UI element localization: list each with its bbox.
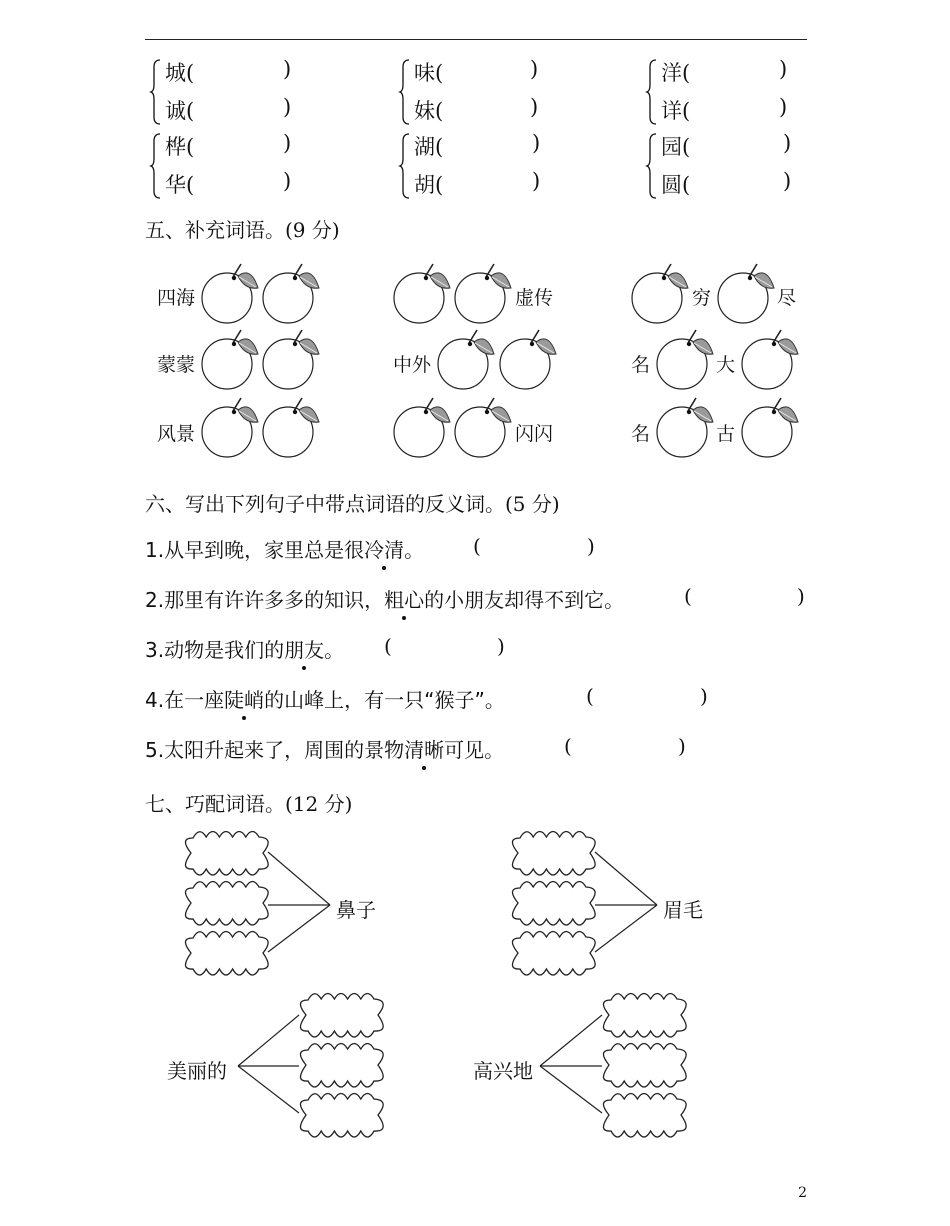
label-r2c1: 名 <box>631 354 651 376</box>
label-r3c1: 名 <box>631 423 651 445</box>
answer-cloud-nose-1[interactable] <box>185 832 268 876</box>
label-r3a: 风景 <box>157 423 196 445</box>
answer-cloud-brow-2[interactable] <box>512 882 595 926</box>
section5-score: (9 分) <box>285 218 340 242</box>
pair-row-a[interactable]: 桦( ) <box>165 131 292 159</box>
dotted-word-5: 清晰 <box>404 734 444 763</box>
pair-row-b[interactable]: 圆( ) <box>661 169 792 197</box>
connector-nose-1 <box>268 852 330 905</box>
pair-row-b[interactable]: 华( ) <box>165 169 292 197</box>
sentence-3: 3.动物是我们的朋友。 <box>145 634 344 663</box>
answer-cloud-brow-1[interactable] <box>512 832 595 876</box>
answer-blank-3[interactable]: ( <box>384 634 392 658</box>
pair-row-a[interactable]: 湖( ) <box>414 131 541 159</box>
label-r1b: 虚传 <box>515 287 554 309</box>
pair-row-a[interactable]: 园( ) <box>661 131 792 159</box>
pair-row-a[interactable]: 味( ) <box>414 57 539 85</box>
dotted-word-1: 冷清 <box>364 534 404 563</box>
section7-title: 七、巧配词语。 <box>145 792 285 816</box>
connector-beautiful-1 <box>238 1015 299 1066</box>
section7-score: (12 分) <box>285 792 353 816</box>
pair-row-b[interactable]: 妹( ) <box>414 95 539 123</box>
word-nose: 鼻子 <box>336 898 376 922</box>
pair-row-b[interactable]: 详( ) <box>661 95 788 123</box>
word-brow: 眉毛 <box>663 898 703 922</box>
sentence-2: 2.那里有许许多多的知识，粗心的小朋友却得不到它。 <box>145 584 624 613</box>
answer-blank-1[interactable]: ( <box>473 534 481 558</box>
answer-blank-2[interactable]: ( <box>684 584 692 608</box>
connector-nose-3 <box>268 905 330 952</box>
label-r2a: 蒙蒙 <box>157 354 196 376</box>
section6-score: (5 分) <box>505 492 560 516</box>
page-number: 2 <box>798 1185 807 1201</box>
answer-cloud-happy-1[interactable] <box>603 994 686 1038</box>
connector-brow-1 <box>595 852 657 905</box>
answer-cloud-beautiful-2[interactable] <box>300 1044 383 1088</box>
sentence-4: 4.在一座陡峭的山峰上，有一只“猴子”。 <box>145 684 505 713</box>
connector-happy-3 <box>540 1066 602 1113</box>
answer-cloud-happy-3[interactable] <box>603 1094 686 1138</box>
label-r1a: 四海 <box>157 287 196 309</box>
pair-row-a[interactable]: 洋( ) <box>661 57 788 85</box>
answer-cloud-beautiful-1[interactable] <box>300 994 383 1038</box>
pair-row-a[interactable]: 城( ) <box>165 57 292 85</box>
connector-beautiful-3 <box>238 1066 299 1113</box>
connector-brow-3 <box>595 905 657 952</box>
label-r3b: 闪闪 <box>515 423 554 445</box>
sentence-5: 5.太阳升起来了，周围的景物清晰可见。 <box>145 734 504 763</box>
dotted-word-3: 朋友 <box>284 634 324 663</box>
label-r2b: 中外 <box>393 354 432 376</box>
connector-happy-1 <box>540 1015 602 1066</box>
section5-title: 五、补充词语。 <box>145 218 285 242</box>
label-r1c2: 尽 <box>777 287 797 309</box>
section6-title: 六、写出下列句子中带点词语的反义词。 <box>145 492 505 516</box>
answer-cloud-brow-3[interactable] <box>512 932 595 976</box>
dotted-word-2: 粗心 <box>384 584 424 613</box>
answer-cloud-nose-2[interactable] <box>185 882 268 926</box>
answer-cloud-nose-3[interactable] <box>185 932 268 976</box>
label-r2c2: 大 <box>716 354 736 376</box>
pair-row-b[interactable]: 胡( ) <box>414 169 541 197</box>
answer-cloud-happy-2[interactable] <box>603 1044 686 1088</box>
label-r3c2: 古 <box>716 423 736 445</box>
dotted-word-4: 陡峭 <box>224 684 264 713</box>
word-happy: 高兴地 <box>473 1059 533 1083</box>
sentence-1: 1.从早到晚，家里总是很冷清。 <box>145 534 424 563</box>
answer-blank-5[interactable]: ( <box>564 734 572 758</box>
answer-blank-4[interactable]: ( <box>586 684 594 708</box>
answer-cloud-beautiful-3[interactable] <box>300 1094 383 1138</box>
pair-row-b[interactable]: 诚( ) <box>165 95 292 123</box>
word-beautiful: 美丽的 <box>167 1059 227 1083</box>
label-r1c1: 穷 <box>692 287 712 309</box>
